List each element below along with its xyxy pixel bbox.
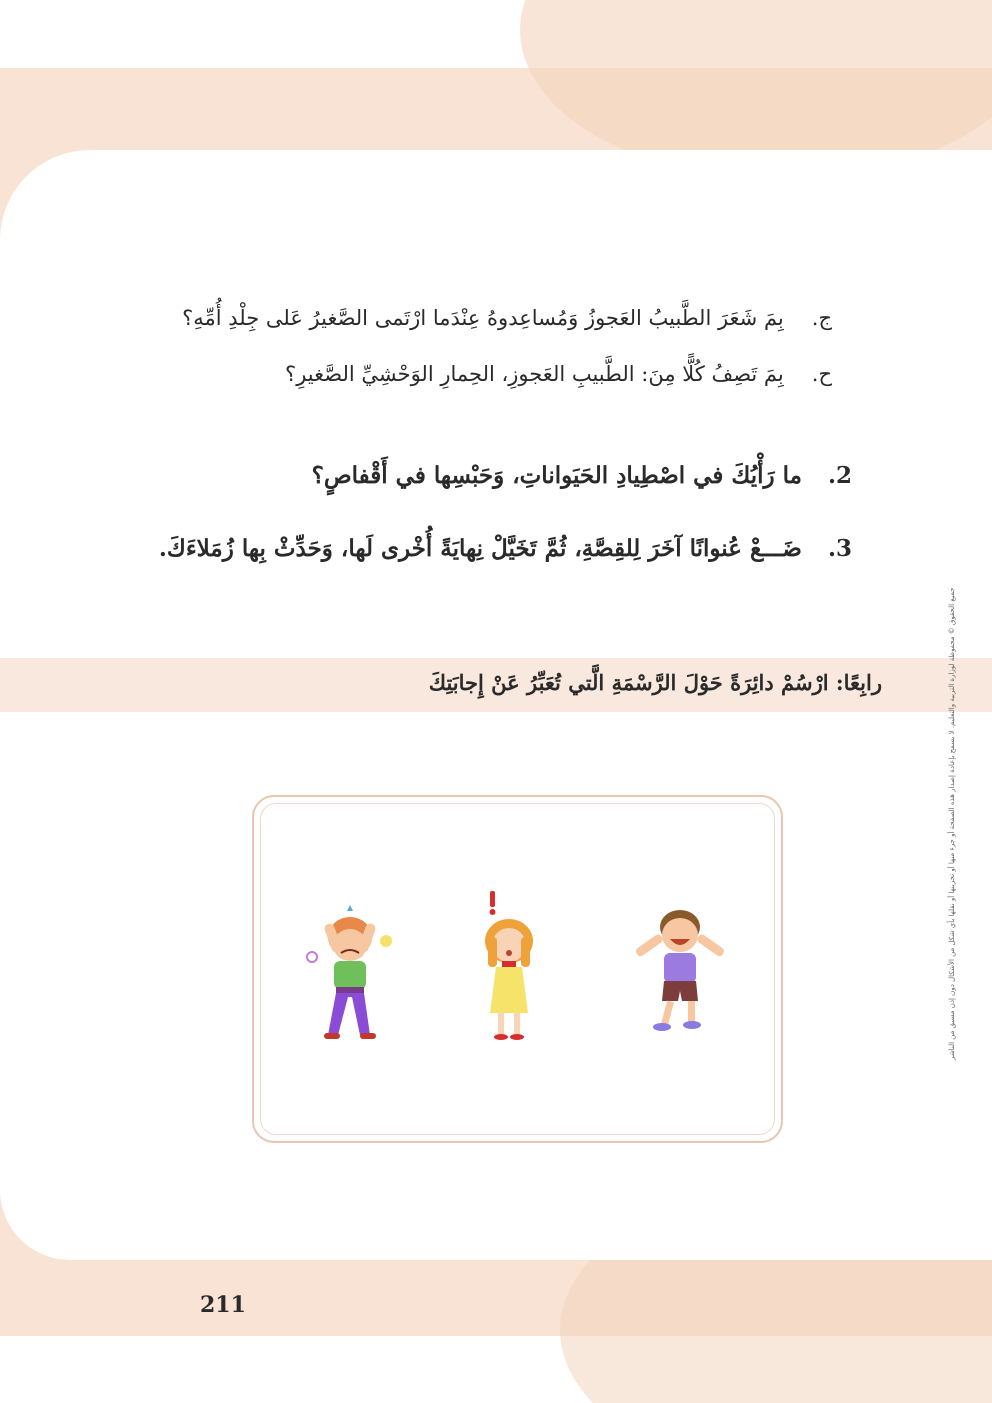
question-ha bbox=[285, 362, 832, 386]
exclamation-icon bbox=[490, 891, 495, 907]
leg bbox=[514, 1013, 520, 1035]
page-number: 211 bbox=[200, 1292, 246, 1318]
shoe bbox=[510, 1034, 524, 1040]
shoe bbox=[360, 1033, 376, 1039]
pants bbox=[328, 993, 370, 1035]
arm bbox=[696, 933, 726, 958]
copyright-text: جميع الحقوق © محفوظة لوزارة التربية والتعليم. لا يسمح بإعادة إصدار هذه الصفحة أو جزء منها أو تخزينها أو نقلها بأي شكل من الأشكال دون إذن مسبق من الناشر bbox=[948, 587, 956, 1060]
illustration-frame bbox=[252, 795, 783, 1143]
leg bbox=[688, 1001, 695, 1023]
question-number: 2. bbox=[827, 462, 852, 489]
question-letter: ح. bbox=[811, 362, 832, 386]
question-text: بِمَ شَعَرَ الطَّبيبُ العَجوزُ وَمُساعِدوهُ عِنْدَما ارْتَمى الصَّغيرُ عَلى جِلْدِ أُمِّهِ؟ bbox=[182, 306, 784, 330]
face bbox=[492, 928, 526, 962]
shoe bbox=[683, 1021, 701, 1029]
shoe bbox=[324, 1033, 340, 1039]
surprised-girl-illustration[interactable] bbox=[464, 889, 554, 1049]
exclamation-icon bbox=[490, 909, 496, 915]
question-letter: ج. bbox=[811, 306, 832, 330]
spark-icon bbox=[380, 935, 392, 947]
shirt bbox=[334, 961, 366, 989]
leg bbox=[661, 1001, 674, 1026]
bow bbox=[502, 961, 516, 967]
shoe bbox=[653, 1023, 671, 1031]
mouth bbox=[506, 950, 512, 956]
question-2 bbox=[312, 462, 852, 489]
shorts bbox=[662, 981, 698, 1001]
hair-strand bbox=[521, 937, 530, 967]
question-number: 3. bbox=[827, 535, 852, 562]
arm bbox=[634, 933, 664, 958]
happy-boy-illustration[interactable] bbox=[624, 901, 734, 1041]
question-3 bbox=[159, 535, 852, 562]
hair-strand bbox=[488, 937, 497, 967]
shoe bbox=[494, 1034, 508, 1040]
shirt bbox=[664, 953, 696, 983]
leg bbox=[498, 1013, 504, 1035]
spark-icon bbox=[307, 952, 317, 962]
section-4-title: رابِعًا: ارْسُمْ دائِرَةً حَوْلَ الرَّسْمَةِ الَّتي تُعَبِّرُ عَنْ إِجابَتِكَ bbox=[428, 670, 882, 695]
upset-boy-illustration[interactable] bbox=[294, 897, 404, 1047]
sweat-drop-icon bbox=[347, 905, 353, 911]
question-text: ضَـــعْ عُنوانًا آخَرَ لِلقِصَّةِ، ثُمَّ تَخَيَّلْ نِهايَةً أُخْرى لَها، وَحَدِّثْ بِها زُمَلاءَكَ. bbox=[158, 535, 802, 562]
dress bbox=[490, 967, 528, 1013]
question-text: بِمَ تَصِفُ كُلًّا مِنَ: الطَّبيبِ العَجوزِ، الحِمارِ الوَحْشِيِّ الصَّغيرِ؟ bbox=[285, 362, 784, 386]
face bbox=[662, 918, 698, 952]
question-jim bbox=[182, 306, 832, 330]
question-text: ما رَأْيُكَ في اصْطِيادِ الحَيَواناتِ، وَحَبْسِها في أَقْفاصٍ؟ bbox=[311, 462, 802, 489]
copyright-note bbox=[932, 370, 956, 1060]
